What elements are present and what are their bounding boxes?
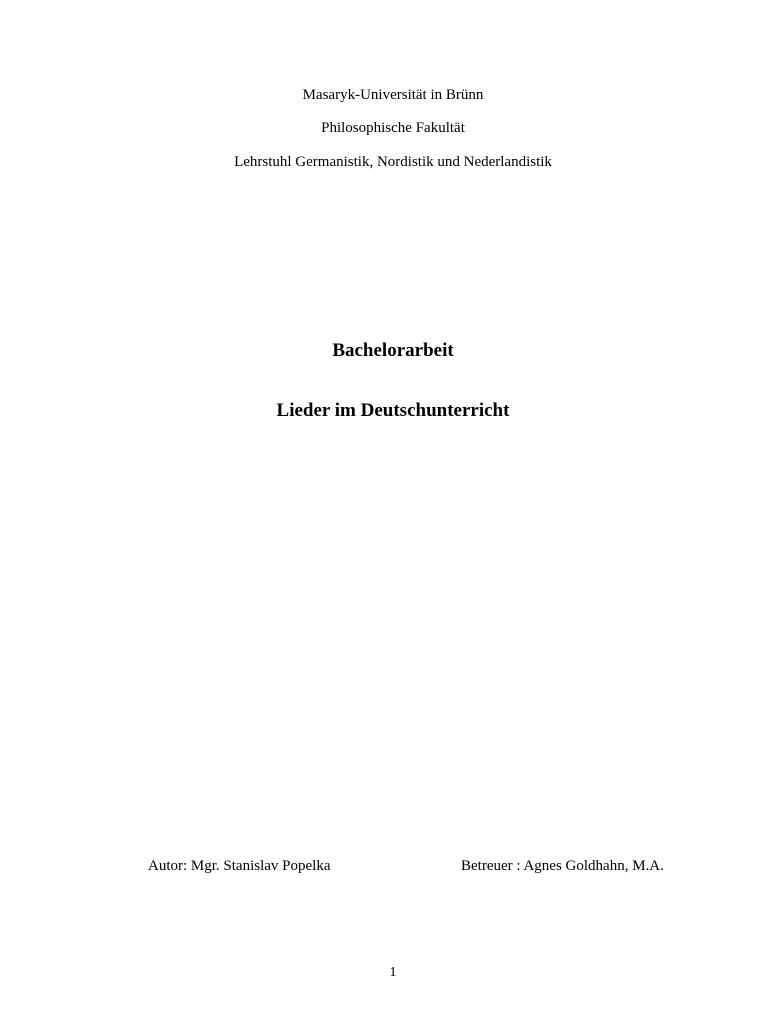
thesis-title: Lieder im Deutschunterricht: [276, 400, 510, 421]
author-line: Autor: Mgr. Stanislav Popelka: [148, 858, 331, 874]
department-name: Lehrstuhl Germanistik, Nordistik und Nederlandistik: [234, 154, 552, 170]
supervisor-line: Betreuer : Agnes Goldhahn, M.A.: [461, 858, 664, 874]
faculty-name: Philosophische Fakultät: [321, 120, 465, 136]
university-name: Masaryk-Universität in Brünn: [302, 87, 484, 103]
thesis-type: Bachelorarbeit: [332, 340, 454, 361]
page-number: 1: [389, 965, 397, 980]
